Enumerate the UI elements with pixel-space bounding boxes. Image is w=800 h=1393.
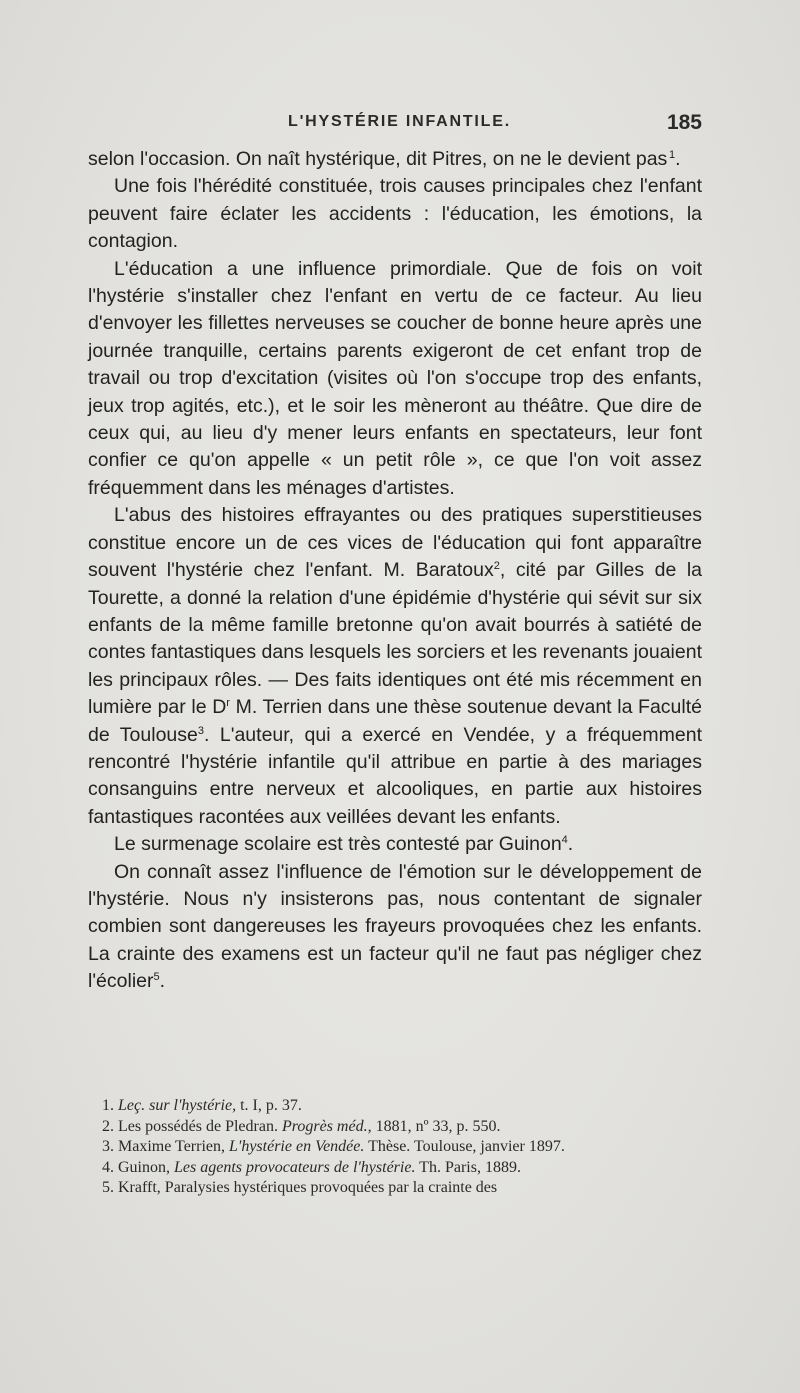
footnote-1: 1. Leç. sur l'hystérie, t. I, p. 37. <box>102 1097 302 1114</box>
footnote-4: 4. Guinon, Les agents provocateurs de l'hystérie. Th. Paris, 1889. <box>102 1158 521 1176</box>
body-text <box>88 146 702 996</box>
running-head: L'HYSTÉRIE INFANTILE. <box>288 113 511 130</box>
paragraph: On connaît assez l'influence de l'émotion sur le développement de l'hystérie. Nous n'y insisterons pas, nous contentant de signaler combien sont dangereuses les frayeurs provoquées chez les enfants. La crainte des examens est un facteur qu'il ne faut pas négliger chez l'écolier$^5$. <box>88 860 702 993</box>
paragraph: Une fois l'hérédité constituée, trois causes principales chez l'enfant peuvent faire éclater les accidents : l'éducation, les émotions, la contagion. <box>88 175 702 253</box>
paragraph: Le surmenage scolaire est très contesté par Guinon$^4$. <box>114 833 574 856</box>
paragraph: L'abus des histoires effrayantes ou des pratiques superstitieuses constitue encore un de ces vices de l'éducation qui font apparaître souvent l'hystérie chez l'enfant. M. Baratoux$^2$, cité par Gilles de la Tourette, a donné la relation d'une épidémie d'hystérie qui sévit sur six enfants de la même famille bretonne qu'on avait bourrés à satiété de contes fantastiques dans lesquels les sorciers et les revenants jouaient les principaux rôles. — Des faits identiques ont été mis récemment en lumière par le $D^r$ M. Terrien dans une thèse soutenue devant la Faculté de Toulouse$^3$. L'auteur, qui a exercé en Vendée, y a fréquemment rencontré l'hystérie infantile qu'il attribue en partie à des mariages consanguins entre nerveux et alcooliques, en partie aux histoires fantastiques racontées aux veillées devant les enfants. <box>88 504 702 828</box>
footnotes <box>88 1096 702 1199</box>
page-number: 185 <box>666 111 702 134</box>
footnote-ref: 4 <box>561 834 568 847</box>
footnote-3: 3. Maxime Terrien, L'hystérie en Vendée. Thèse. Toulouse, janvier 1897. <box>102 1138 565 1155</box>
paragraph: selon l'occasion. On naît hystérique, dit Pitres, on ne le devient pas $^1$. <box>88 148 681 170</box>
footnote-2: 2. Les possédés de Pledran. Progrès méd., 1881, nº 33, p. 550. <box>102 1117 501 1135</box>
footnote-ref: 3 <box>197 724 204 737</box>
footnote-ref: 2 <box>493 560 500 573</box>
doctor-abbrev: r <box>226 697 230 710</box>
paragraph: L'éducation a une influence primordiale. Que de fois on voit l'hystérie s'installer chez l'enfant en vertu de ce facteur. Au lieu d'envoyer les fillettes nerveuses se coucher de bonne heure après une journée tranquille, certains parents exigeront de cet enfant trop de travail ou trop d'excitation (visites où l'on s'occupe trop des enfants, jeux trop agités, etc.), et le soir les mèneront au théâtre. Que dire de ceux qui, au lieu d'y mener leurs enfants en spectateurs, leur font confier ce qu'on appelle « un petit rôle », ce que l'on voit assez fréquemment dans les ménages d'artistes. <box>88 257 702 499</box>
footnote-5: 5. Krafft, Paralysies hystériques provoquées par la crainte des <box>102 1179 498 1196</box>
footnote-ref: 1 <box>668 149 676 161</box>
footnote-ref: 5 <box>153 971 160 984</box>
page-header <box>88 113 702 143</box>
